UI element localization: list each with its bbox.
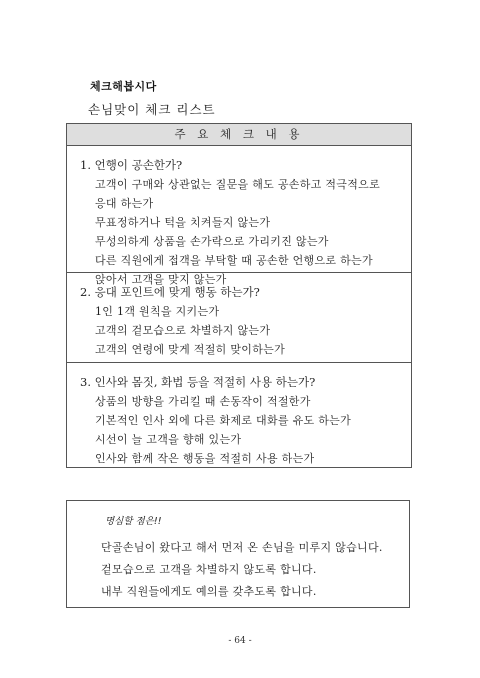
checklist-item: 1인 1객 원칙을 지키는가 [95, 305, 220, 318]
notes-list [101, 537, 383, 603]
table-header: 주 요 체 크 내 용 [67, 124, 411, 146]
section-question: 2. 응대 포인트에 맞게 행동 하는가? [80, 285, 260, 299]
checklist-item: 응대 하는가 [95, 197, 154, 210]
notes-box [66, 500, 410, 608]
checklist-item: 기본적인 인사 외에 다른 화제로 대화를 유도 하는가 [95, 414, 352, 427]
checklist-section [67, 273, 411, 363]
section-question: 1. 언행이 공손한가? [80, 158, 183, 172]
checklist-item: 무표정하거나 턱을 치켜들지 않는가 [95, 216, 271, 229]
checklist-item: 상품의 방향을 가리킬 때 손동작이 적절한가 [95, 395, 311, 408]
checklist-table [66, 123, 412, 468]
notes-title: 명심할 점은!! [105, 516, 162, 527]
checklist-item: 앉아서 고객을 맞지 않는가 [95, 273, 227, 286]
note-line: 겉모습으로 고객을 차별하지 않도록 합니다. [101, 563, 317, 576]
section-heading: 체크해봅시다 [90, 80, 157, 93]
checklist-title: 손님맞이 체크 리스트 [88, 102, 216, 117]
checklist-item: 무성의하게 상품을 손가락으로 가리키진 않는가 [95, 235, 329, 248]
checklist-item: 고객이 구매와 상관없는 질문을 해도 공손하고 적극적으로 [95, 178, 381, 191]
page-number: - 64 - [228, 636, 252, 646]
checklist-item: 고객의 연령에 맞게 적절히 맞이하는가 [95, 343, 286, 356]
checklist-section [67, 146, 411, 286]
checklist-item: 시선이 늘 고객을 향해 있는가 [95, 433, 242, 446]
note-line: 단골손님이 왔다고 해서 먼저 온 손님을 미루지 않습니다. [101, 541, 383, 554]
section-question: 3. 인사와 몸짓, 화법 등을 적절히 사용 하는가? [80, 375, 316, 389]
note-line: 내부 직원들에게도 예의를 갖추도록 합니다. [101, 585, 317, 598]
checklist-item: 다른 직원에게 접객을 부탁할 때 공손한 언행으로 하는가 [95, 254, 373, 267]
checklist-item: 인사와 함께 작은 행동을 적절히 사용 하는가 [95, 452, 315, 465]
checklist-item: 고객의 겉모습으로 차별하지 않는가 [95, 324, 271, 337]
checklist-section [67, 363, 411, 467]
